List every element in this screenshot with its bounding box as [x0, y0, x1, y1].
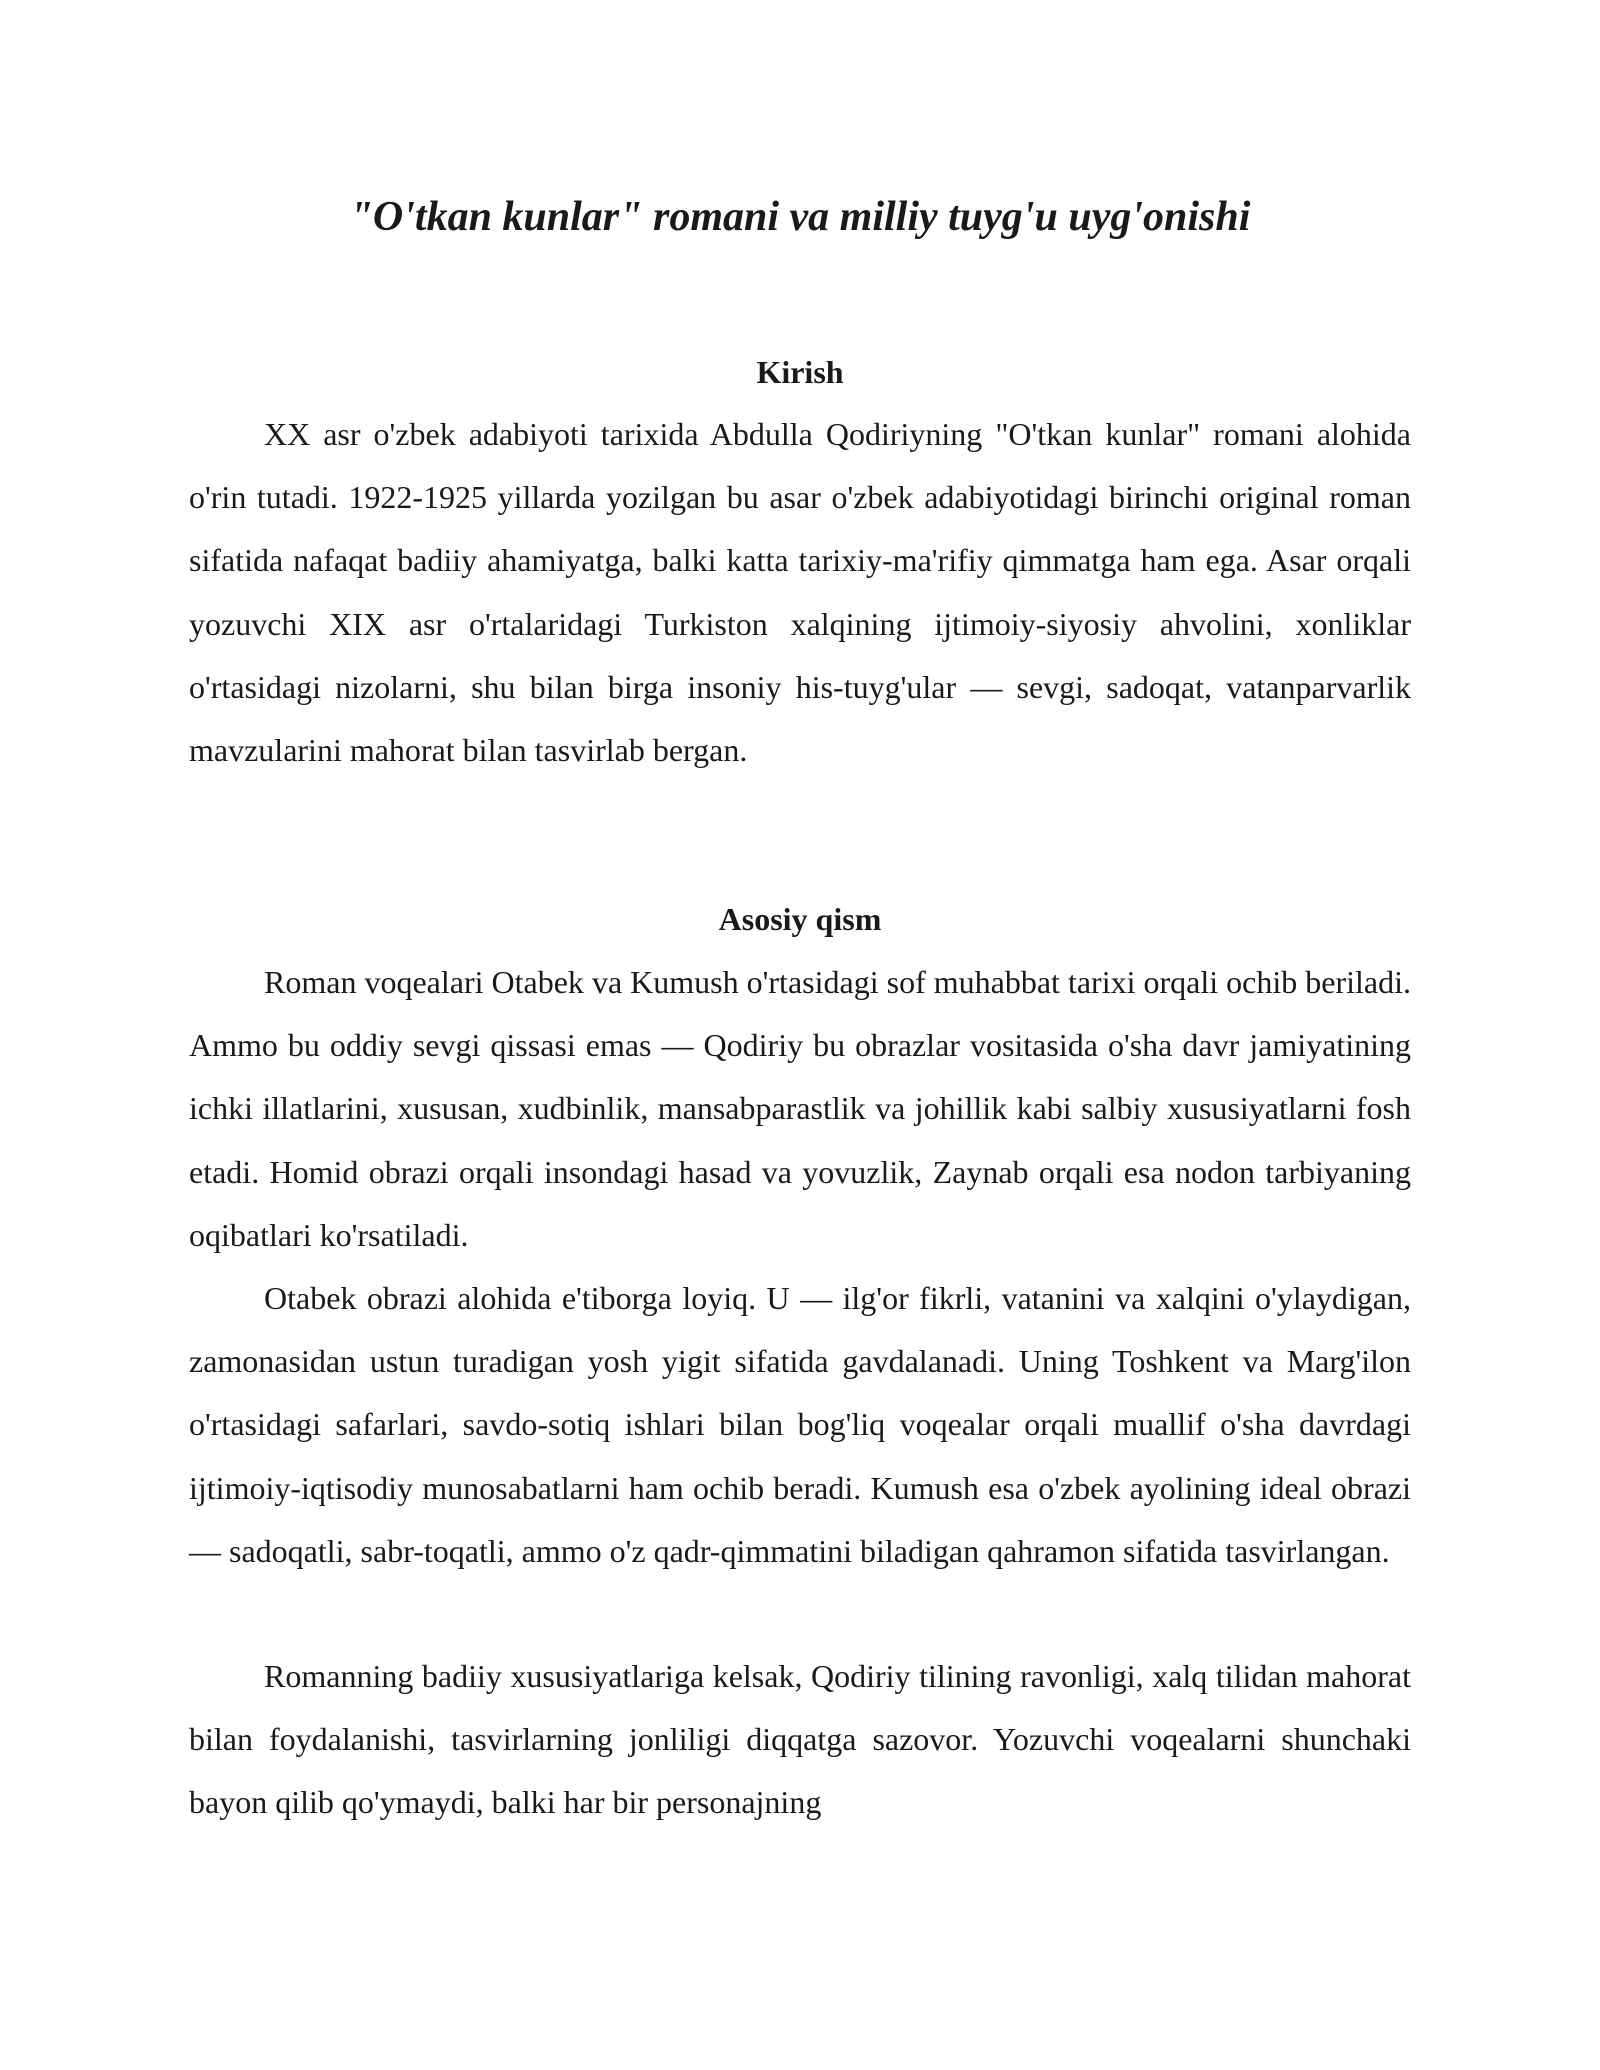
paragraph: XX asr o'zbek adabiyoti tarixida Abdulla Qodiriyning "O'tkan kunlar" romani alohida o'rin tutadi. 1922-1925 yillarda yozilgan bu asar o'zbek adabiyotidagi birinchi original roman sifatida nafaqat badiiy ahamiyatga, balki katta tarixiy-ma'rifiy qimmatga ham ega. Asar orqali yozuvchi XIX asr o'rtalaridagi Turkiston xalqining ijtimoiy-siyosiy ahvolini, xonliklar o'rtasidagi nizolarni, shu bilan birga insoniy his-tuyg'ular — sevgi, sadoqat, vatanparvarlik mavzularini mahorat bilan tasvirlab bergan.	[189, 416, 1411, 769]
section-heading-kirish: Kirish	[756, 354, 844, 390]
paragraph: Otabek obrazi alohida e'tiborga loyiq. U — ilg'or fikrli, vatanini va xalqini o'ylaydigan, zamonasidan ustun turadigan yosh yigit sifatida gavdalanadi. Uning Toshkent va Marg'ilon o'rtasidagi safarlari, savdo-sotiq ishlari bilan bog'liq voqealar orqali muallif o'sha davrdagi ijtimoiy-iqtisodiy munosabatlarni ham ochib beradi. Kumush esa o'zbek ayolining ideal obrazi — sadoqatli, sabr-toqatli, ammo o'z qadr-qimmatini biladigan qahramon sifatida tasvirlangan.	[189, 1280, 1411, 1569]
document-title: "O'tkan kunlar" romani va milliy tuyg'u uyg'onishi	[349, 194, 1251, 240]
paragraph: Romanning badiiy xususiyatlariga kelsak, Qodiriy tilining ravonligi, xalq tilidan mahorat bilan foydalanishi, tasvirlarning jonliligi diqqatga sazovor. Yozuvchi voqealarni shunchaki bayon qilib qo'ymaydi, balki har bir personajning	[189, 1658, 1411, 1821]
section-heading-asosiy-qism: Asosiy qism	[718, 901, 882, 937]
paragraph: Roman voqealari Otabek va Kumush o'rtasidagi sof muhabbat tarixi orqali ochib beriladi. Ammo bu oddiy sevgi qissasi emas — Qodiriy bu obrazlar vositasida o'sha davr jamiyatining ichki illatlarini, xususan, xudbinlik, mansabparastlik va johillik kabi salbiy xususiyatlarni fosh etadi. Homid obrazi orqali insondagi hasad va yovuzlik, Zaynab orqali esa nodon tarbiyaning oqibatlari ko'rsatiladi.	[189, 964, 1411, 1253]
